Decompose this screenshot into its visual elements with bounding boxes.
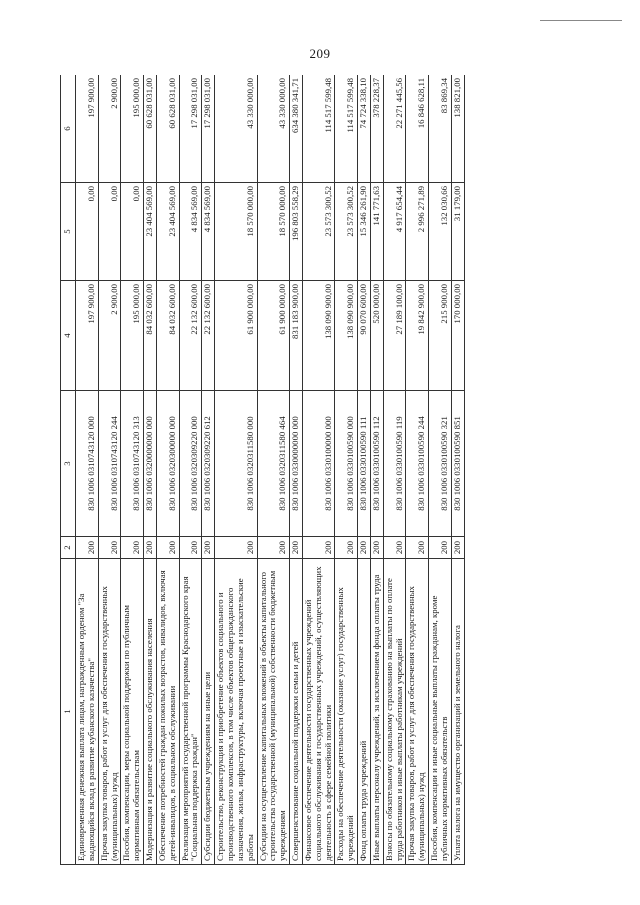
- header-col-4: 4: [61, 281, 76, 391]
- table-row: [335, 75, 358, 865]
- budget-table: [60, 75, 465, 865]
- row-col4-cell: 27 189 100,00: [383, 281, 406, 391]
- row-code-cell: 830 1006 0320000000 000: [144, 391, 157, 537]
- row-col6-cell: 17 298 031,00: [179, 75, 202, 183]
- row-col6-cell: 83 869,34: [429, 75, 452, 183]
- row-col6-cell: 195 000,00: [121, 75, 144, 183]
- table-row: [429, 75, 452, 865]
- row-name-cell: Взносы по обязательному социальному страхованию на выплаты по оплате труда работников и иные выплаты работникам учреждений: [383, 559, 406, 865]
- row-name-cell: Модернизация и развитие социального обслуживания населения: [144, 559, 157, 865]
- header-col-6: 6: [61, 75, 76, 183]
- row-col4-cell: 90 070 600,00: [358, 281, 371, 391]
- row-col6-cell: 60 628 031,00: [144, 75, 157, 183]
- row-col5-cell: 23 404 569,00: [144, 183, 157, 281]
- row-col4-cell: 138 090 900,00: [335, 281, 358, 391]
- row-grbs-cell: 200: [98, 537, 121, 559]
- row-name-cell: Строительство, реконструкция и приобретение объектов социального и производственного комплексов, в том числе объектов общегражданского назначения, жилья, инфраструктуры, включая проектные и изыскательские работы: [215, 559, 257, 865]
- row-grbs-cell: 200: [215, 537, 257, 559]
- row-col5-cell: 15 346 261,90: [358, 183, 371, 281]
- document-sheet: [60, 75, 554, 865]
- row-code-cell: 830 1006 0330100590 321: [429, 391, 452, 537]
- row-grbs-cell: 200: [121, 537, 144, 559]
- row-grbs-cell: 200: [335, 537, 358, 559]
- row-code-cell: 830 1006 0330100000 000: [302, 391, 335, 537]
- row-name-cell: Расходы на обеспечение деятельности (оказание услуг) государственных учреждений: [335, 559, 358, 865]
- row-code-cell: 830 1006 0330100590 119: [383, 391, 406, 537]
- row-col4-cell: 170 000,00: [451, 281, 464, 391]
- row-col6-cell: 60 628 031,00: [156, 75, 179, 183]
- row-col4-cell: 84 032 600,00: [144, 281, 157, 391]
- row-col4-cell: 197 900,00: [76, 281, 99, 391]
- table-row: [383, 75, 406, 865]
- row-code-cell: 830 1006 0320311580 464: [257, 391, 290, 537]
- row-grbs-cell: 200: [144, 537, 157, 559]
- row-grbs-cell: 200: [302, 537, 335, 559]
- row-name-cell: Субсидии бюджетным учреждениям на иные цели: [202, 559, 215, 865]
- table-row: [370, 75, 383, 865]
- row-col4-cell: 138 090 900,00: [302, 281, 335, 391]
- row-name-cell: Уплата налога на имущество организаций и земельного налога: [451, 559, 464, 865]
- row-name-cell: Фонд оплаты труда учреждений: [358, 559, 371, 865]
- rotated-table-wrapper: [60, 75, 554, 865]
- row-grbs-cell: 200: [257, 537, 290, 559]
- row-col5-cell: 132 030,66: [429, 183, 452, 281]
- row-code-cell: 830 1006 0330100590 112: [370, 391, 383, 537]
- table-body: [76, 75, 465, 865]
- row-col4-cell: 195 000,00: [121, 281, 144, 391]
- table-row: [406, 75, 429, 865]
- row-code-cell: 830 1006 0330000000 000: [290, 391, 303, 537]
- row-col4-cell: 22 132 600,00: [202, 281, 215, 391]
- row-grbs-cell: 200: [370, 537, 383, 559]
- table-row: [358, 75, 371, 865]
- row-grbs-cell: 200: [156, 537, 179, 559]
- row-col5-cell: 4 834 569,00: [202, 183, 215, 281]
- table-row: [76, 75, 99, 865]
- row-col6-cell: 378 228,37: [370, 75, 383, 183]
- table-row: [98, 75, 121, 865]
- row-code-cell: 830 1006 0320309220 612: [202, 391, 215, 537]
- row-col5-cell: 18 570 000,00: [257, 183, 290, 281]
- page-number: 209: [309, 46, 331, 61]
- row-grbs-cell: 200: [290, 537, 303, 559]
- row-col4-cell: 19 842 900,00: [406, 281, 429, 391]
- row-name-cell: Пособия, компенсации и иные социальные выплаты гражданам, кроме публичных нормативных обязательств: [429, 559, 452, 865]
- row-name-cell: Реализация мероприятий государственной программы Краснодарского края "Социальная поддержка граждан": [179, 559, 202, 865]
- row-code-cell: 830 1006 0310743120 000: [76, 391, 99, 537]
- table-row: [257, 75, 290, 865]
- row-col6-cell: 16 846 628,11: [406, 75, 429, 183]
- row-col5-cell: 4 834 569,00: [179, 183, 202, 281]
- row-code-cell: 830 1006 0320311580 000: [215, 391, 257, 537]
- row-grbs-cell: 200: [76, 537, 99, 559]
- row-col5-cell: 196 803 558,29: [290, 183, 303, 281]
- row-col6-cell: 114 517 599,48: [335, 75, 358, 183]
- row-col6-cell: 114 517 599,48: [302, 75, 335, 183]
- row-grbs-cell: 200: [383, 537, 406, 559]
- table-header-row: [61, 75, 76, 865]
- row-name-cell: Совершенствование социальной поддержки семьи и детей: [290, 559, 303, 865]
- row-code-cell: 830 1006 0330100590 244: [406, 391, 429, 537]
- row-col5-cell: 23 573 300,52: [302, 183, 335, 281]
- row-code-cell: 830 1006 0330100590 000: [335, 391, 358, 537]
- row-col6-cell: 43 330 000,00: [215, 75, 257, 183]
- row-col6-cell: 634 380 341,71: [290, 75, 303, 183]
- row-col6-cell: 22 271 445,56: [383, 75, 406, 183]
- row-grbs-cell: 200: [451, 537, 464, 559]
- table-row: [290, 75, 303, 865]
- row-name-cell: Субсидии на осуществление капитальных вложений в объекты капитального строительства государственной (муниципальной) собственности бюджетным учреждениям: [257, 559, 290, 865]
- row-col4-cell: 831 183 900,00: [290, 281, 303, 391]
- table-row: [215, 75, 257, 865]
- header-col-5: 5: [61, 183, 76, 281]
- row-col5-cell: 31 179,00: [451, 183, 464, 281]
- row-name-cell: Единовременная денежная выплата лицам, награжденным орденом "За выдающийся вклад в развитие кубанского казачества": [76, 559, 99, 865]
- row-col5-cell: 18 570 000,00: [215, 183, 257, 281]
- row-col4-cell: 61 900 000,00: [257, 281, 290, 391]
- row-code-cell: 830 1006 0320309220 000: [179, 391, 202, 537]
- row-name-cell: Прочая закупка товаров, работ и услуг для обеспечения государственных (муниципальных) нужд: [98, 559, 121, 865]
- row-name-cell: Прочая закупка товаров, работ и услуг для обеспечения государственных (муниципальных) нужд: [406, 559, 429, 865]
- row-col6-cell: 2 900,00: [98, 75, 121, 183]
- row-code-cell: 830 1006 0320300000 000: [156, 391, 179, 537]
- row-grbs-cell: 200: [202, 537, 215, 559]
- row-col4-cell: 2 900,00: [98, 281, 121, 391]
- row-col6-cell: 74 724 338,10: [358, 75, 371, 183]
- row-col5-cell: 4 917 654,44: [383, 183, 406, 281]
- row-name-cell: Иные выплаты персоналу учреждений, за исключением фонда оплаты труда: [370, 559, 383, 865]
- table-row: [121, 75, 144, 865]
- row-col4-cell: 22 132 600,00: [179, 281, 202, 391]
- row-col5-cell: 23 573 300,52: [335, 183, 358, 281]
- row-col5-cell: 141 771,63: [370, 183, 383, 281]
- table-row: [451, 75, 464, 865]
- row-name-cell: Финансовое обеспечение деятельности государственных учреждений социального обслуживания и государственных учреждений, осуществляющих деятельность в сфере семейной политики: [302, 559, 335, 865]
- row-grbs-cell: 200: [179, 537, 202, 559]
- row-code-cell: 830 1006 0330100590 111: [358, 391, 371, 537]
- row-code-cell: 830 1006 0330100590 851: [451, 391, 464, 537]
- table-row: [302, 75, 335, 865]
- row-col4-cell: 84 032 600,00: [156, 281, 179, 391]
- row-col4-cell: 61 900 000,00: [215, 281, 257, 391]
- row-name-cell: Обеспечение потребностей граждан пожилых возрастов, инвалидов, включая детей-инвалидов, в социальном обслуживании: [156, 559, 179, 865]
- row-col4-cell: 215 900,00: [429, 281, 452, 391]
- row-col4-cell: 520 000,00: [370, 281, 383, 391]
- row-col6-cell: 43 330 000,00: [257, 75, 290, 183]
- table-row: [202, 75, 215, 865]
- row-col5-cell: 0,00: [121, 183, 144, 281]
- row-code-cell: 830 1006 0310743120 244: [98, 391, 121, 537]
- row-name-cell: Пособия, компенсации, меры социальной поддержки по публичным нормативным обязательствам: [121, 559, 144, 865]
- row-col6-cell: 138 821,00: [451, 75, 464, 183]
- row-col6-cell: 17 298 031,00: [202, 75, 215, 183]
- row-grbs-cell: 200: [406, 537, 429, 559]
- table-row: [179, 75, 202, 865]
- header-col-2: 2: [61, 537, 76, 559]
- row-col5-cell: 0,00: [98, 183, 121, 281]
- header-col-3: 3: [61, 391, 76, 537]
- row-col6-cell: 197 900,00: [76, 75, 99, 183]
- table-row: [144, 75, 157, 865]
- row-col5-cell: 0,00: [76, 183, 99, 281]
- row-col5-cell: 2 996 271,89: [406, 183, 429, 281]
- row-code-cell: 830 1006 0310743120 313: [121, 391, 144, 537]
- corner-scan-mark: [540, 20, 622, 21]
- row-col5-cell: 23 404 569,00: [156, 183, 179, 281]
- row-grbs-cell: 200: [358, 537, 371, 559]
- header-col-1: 1: [61, 559, 76, 865]
- table-row: [156, 75, 179, 865]
- row-grbs-cell: 200: [429, 537, 452, 559]
